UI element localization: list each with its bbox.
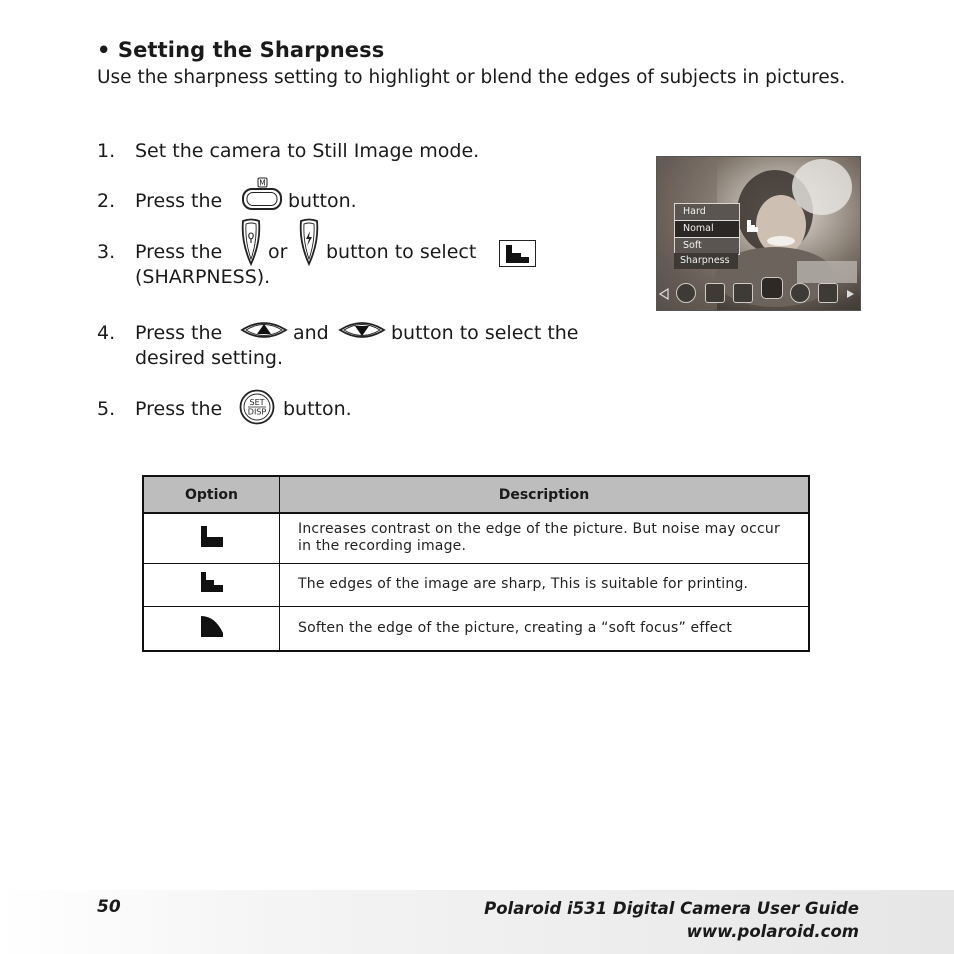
sharpness-normal-icon xyxy=(200,571,224,593)
page-number: 50 xyxy=(97,897,121,917)
table-header-row xyxy=(143,476,809,513)
option-cell xyxy=(143,563,280,606)
sharpness-menu xyxy=(674,203,740,255)
menu-caption: Sharpness xyxy=(674,253,738,269)
sharpness-options-table xyxy=(142,475,810,652)
website-link: www.polaroid.com xyxy=(686,922,859,941)
step-1 xyxy=(97,139,617,165)
sharpness-soft-icon xyxy=(200,614,224,638)
column-header-description: Description xyxy=(280,476,810,513)
step-text-post: button. xyxy=(288,190,357,212)
effect-icon xyxy=(790,283,810,303)
table-row xyxy=(143,513,809,563)
intro-paragraph: Use the sharpness setting to highlight or blend the edges of subjects in pictures. xyxy=(97,67,846,88)
step-text-mid: and xyxy=(293,322,329,344)
section-title: • Setting the Sharpness xyxy=(97,38,385,62)
step-text-post: button to select the xyxy=(391,322,579,344)
option-cell xyxy=(143,513,280,563)
step-4 xyxy=(97,321,617,371)
set-disp-button-icon xyxy=(239,389,275,431)
right-arrow-icon xyxy=(846,289,855,299)
flash-right-button-icon xyxy=(297,218,321,272)
step-text-post: button. xyxy=(283,398,352,420)
description-cell: The edges of the image are sharp, This is suitable for printing. xyxy=(280,563,810,606)
step-text-post: button to select xyxy=(326,241,477,263)
table-row xyxy=(143,563,809,606)
step-number: 2. xyxy=(97,190,116,212)
step-text-line2: desired setting. xyxy=(135,347,284,369)
step-text-pre: Press the xyxy=(135,322,223,344)
guide-title: Polaroid i531 Digital Camera User Guide xyxy=(484,899,859,918)
disp-label: DISP xyxy=(247,407,267,417)
description-cell: Soften the edge of the picture, creating a “soft focus” effect xyxy=(280,606,810,651)
step-text: Set the camera to Still Image mode. xyxy=(135,140,480,162)
option-cell xyxy=(143,606,280,651)
set-label: SET xyxy=(249,398,265,407)
step-number: 1. xyxy=(97,140,116,162)
macro-left-button-icon xyxy=(239,218,263,272)
sharpness-indicator-icon xyxy=(745,219,759,233)
down-button-icon xyxy=(338,318,386,348)
step-2 xyxy=(97,178,617,215)
step-text-line2: (SHARPNESS). xyxy=(135,266,271,288)
footer-guide-info xyxy=(484,897,859,943)
step-number: 5. xyxy=(97,398,116,420)
date-stamp-icon xyxy=(818,283,838,303)
menu-button-icon xyxy=(241,177,283,217)
menu-item-hard: Hard xyxy=(683,206,706,217)
column-header-option: Option xyxy=(143,476,280,513)
table-row xyxy=(143,606,809,651)
menu-item-soft: Soft xyxy=(683,240,702,251)
step-number: 4. xyxy=(97,322,116,344)
step-number: 3. xyxy=(97,241,116,263)
menu-item-normal: Nomal xyxy=(675,220,739,238)
step-5 xyxy=(97,397,617,423)
step-text-pre: Press the xyxy=(135,190,223,212)
portrait-icon xyxy=(733,283,753,303)
menu-letter: M xyxy=(259,178,266,188)
step-text-pre: Press the xyxy=(135,241,223,263)
step-text-mid: or xyxy=(268,241,288,263)
step-3 xyxy=(97,240,617,290)
step-text-pre: Press the xyxy=(135,398,223,420)
camera-lcd-preview xyxy=(656,156,861,311)
sharpness-icon xyxy=(499,240,536,273)
lcd-icon-bar xyxy=(657,281,860,307)
left-arrow-icon xyxy=(659,288,669,300)
sharpness-selected-icon xyxy=(761,277,783,299)
burst-icon xyxy=(705,283,725,303)
description-cell: Increases contrast on the edge of the picture. But noise may occur in the recording image. xyxy=(280,513,810,563)
self-timer-icon xyxy=(676,283,696,303)
sharpness-hard-icon xyxy=(200,524,224,548)
up-button-icon xyxy=(240,318,288,348)
